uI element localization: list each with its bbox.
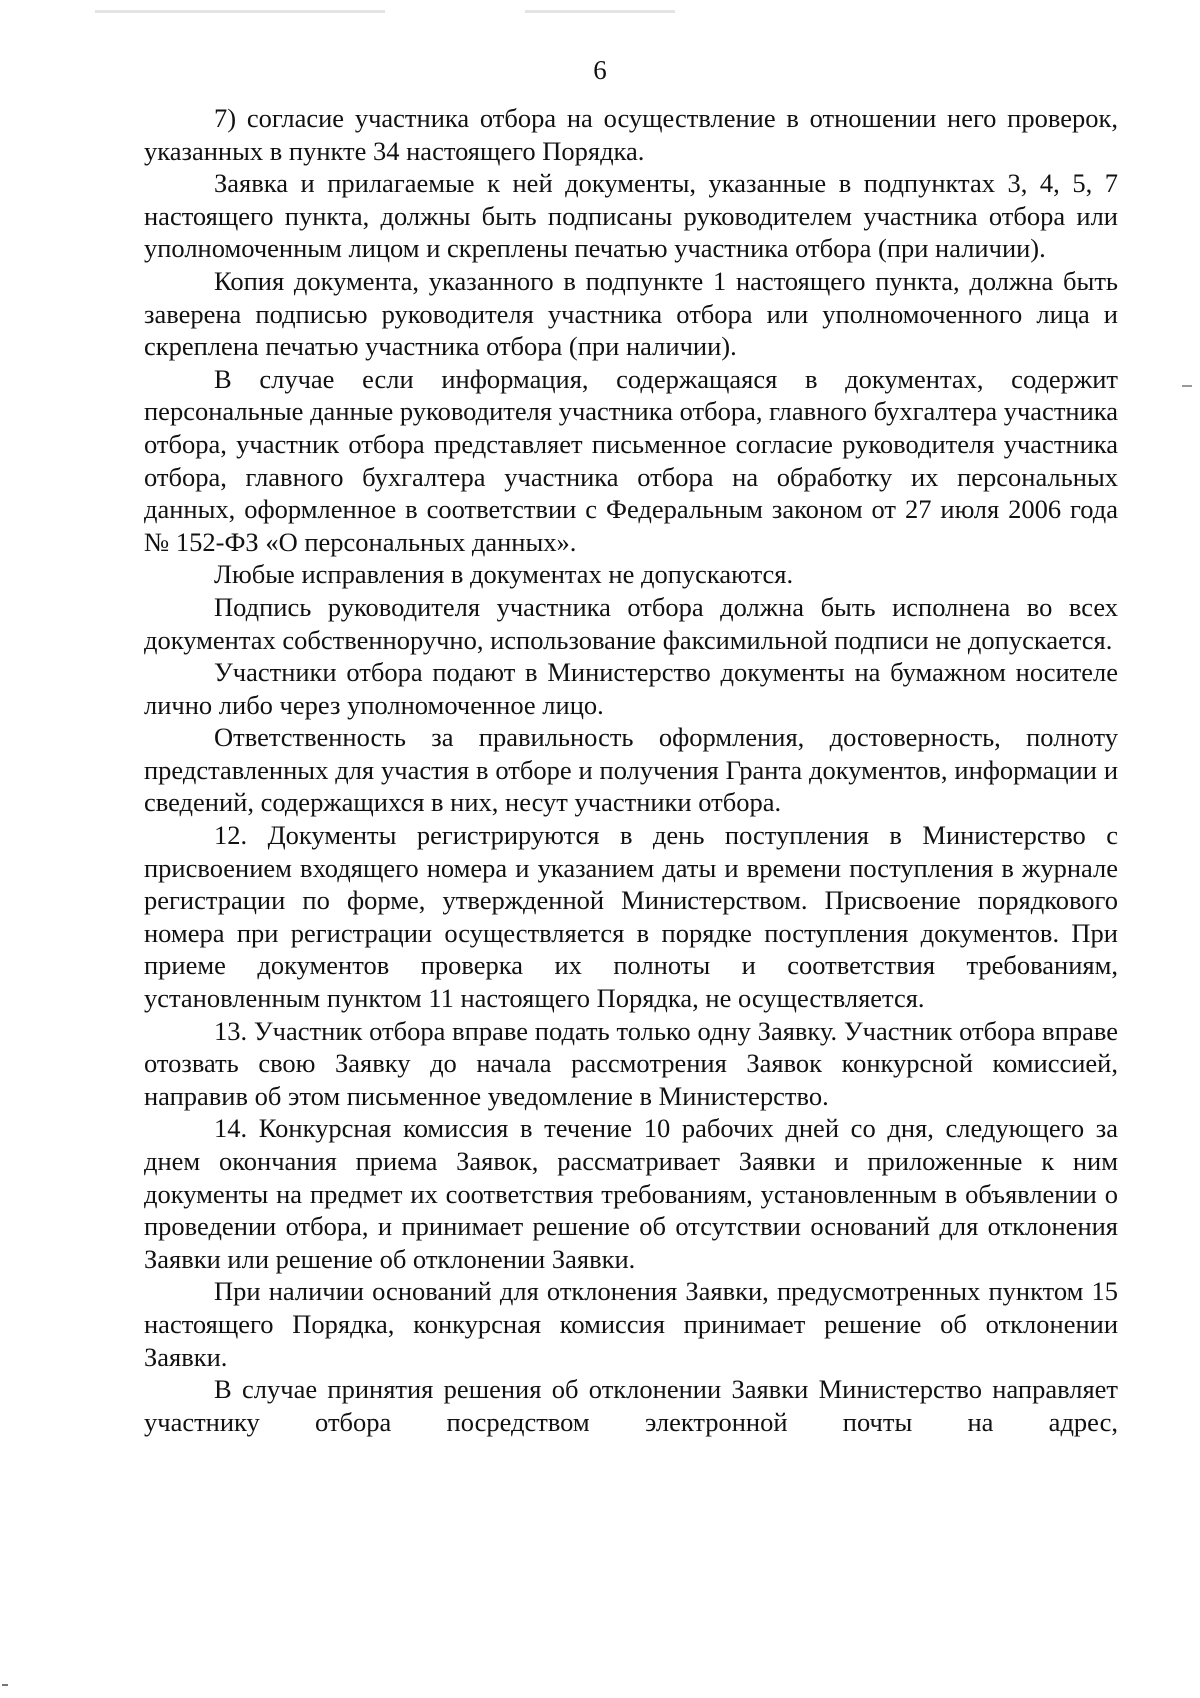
corner-mark	[2, 1684, 8, 1686]
paragraph-section-13: 13. Участник отбора вправе подать только одну Заявку. Участник отбора вправе отозвать свою Заявку до начала рассмотрения Заявок конкурсной комиссией, направив об этом письменное уведомление в Министерство.	[144, 1015, 1118, 1111]
document-body	[144, 102, 1118, 1438]
paragraph-responsibility: Ответственность за правильность оформления, достоверность, полноту представленных для участия в отборе и получения Гранта документов, информации и сведений, содержащихся в них, несут участники отбора.	[144, 722, 1118, 818]
paragraph-no-corrections: Любые исправления в документах не допускаются.	[214, 559, 794, 590]
paragraph-rejection-notice: В случае принятия решения об отклонении Заявки Министерство направляет участнику отбора посредством электронной почты на адрес,	[144, 1374, 1118, 1437]
paragraph-signing-requirements: Заявка и прилагаемые к ней документы, указанные в подпунктах 3, 4, 5, 7 настоящего пункта, должны быть подписаны руководителем участника отбора или уполномоченным лицом и скреплены печатью участника отбора (при наличии).	[144, 168, 1118, 264]
paragraph-item-7: 7) согласие участника отбора на осуществление в отношении него проверок, указанных в пункте 34 настоящего Порядка.	[144, 103, 1118, 166]
paragraph-section-14: 14. Конкурсная комиссия в течение 10 рабочих дней со дня, следующего за днем окончания приема Заявок, рассматривает Заявки и приложенные к ним документы на предмет их соответствия требованиям, установленным в объявлении о проведении отбора, и принимает решение об отсутствии оснований для отклонения Заявки или решение об отклонении Заявки.	[144, 1113, 1118, 1274]
paragraph-paper-submission: Участники отбора подают в Министерство документы на бумажном носителе лично либо через уполномоченное лицо.	[144, 657, 1118, 720]
scan-artifact	[525, 10, 675, 13]
page-number: 6	[593, 55, 607, 85]
paragraph-personal-data-consent: В случае если информация, содержащаяся в документах, содержит персональные данные руководителя участника отбора, главного бухгалтера участника отбора, участник отбора представляет письменное согласие руководителя участника отбора, главного бухгалтера участника отбора на обработку их персональных данных, оформленное в соответствии с Федеральным законом от 27 июля 2006 года № 152-ФЗ «О персональных данных».	[144, 363, 1118, 557]
paragraph-copy-certification: Копия документа, указанного в подпункте 1 настоящего пункта, должна быть заверена подписью руководителя участника отбора или уполномоченного лица и скреплена печатью участника отбора (при наличии).	[144, 265, 1118, 362]
paragraph-rejection-grounds: При наличии оснований для отклонения Заявки, предусмотренных пунктом 15 настоящего Порядка, конкурсная комиссия принимает решение об отклонении Заявки.	[144, 1276, 1118, 1372]
margin-mark	[1182, 385, 1192, 387]
paragraph-handwritten-signature: Подпись руководителя участника отбора должна быть исполнена во всех документах собственноручно, использование факсимильной подписи не допускается.	[144, 591, 1118, 655]
paragraph-section-12: 12. Документы регистрируются в день поступления в Министерство с присвоением входящего номера и указанием даты и времени поступления в журнале регистрации по форме, утвержденной Министерством. Присвоение порядкового номера при регистрации осуществляется в порядке поступления документов. При приеме документов проверка их полноты и соответствия требованиям, установленным пунктом 11 настоящего Порядка, не осуществляется.	[144, 820, 1118, 1014]
scan-artifact	[95, 10, 385, 13]
